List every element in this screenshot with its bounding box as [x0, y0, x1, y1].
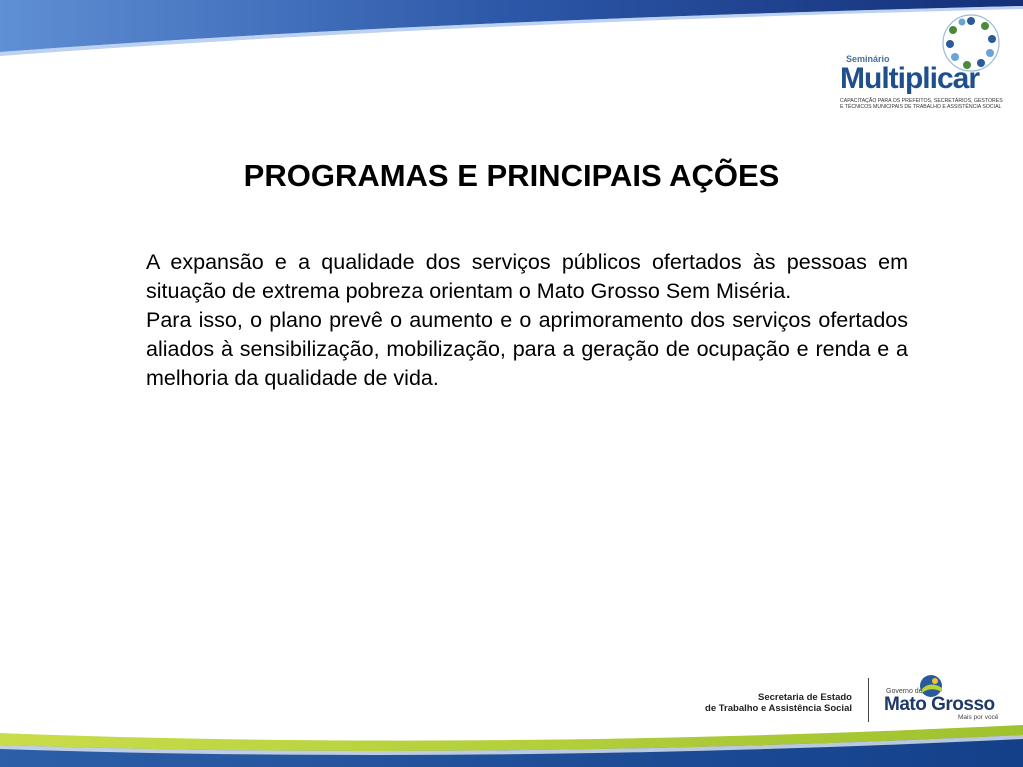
slide-title: PROGRAMAS E PRINCIPAIS AÇÕES	[243, 158, 780, 193]
secretaria-line1: Secretaria de Estado	[758, 692, 852, 703]
slide-body	[146, 248, 908, 393]
mato-grosso-name: Mato Grosso	[884, 694, 995, 715]
logo-brand-name: Multiplicar	[840, 62, 980, 95]
logo-tagline-line2: E TÉCNICOS MUNICIPAIS DE TRABALHO E ASSISTÊNCIA SOCIAL	[840, 104, 1002, 110]
paragraph-2: Para isso, o plano prevê o aumento e o aprimoramento dos serviços ofertados aliados à sensibilização, mobilização, para a geração de ocupação e renda e a melhoria da qualidade de vida.	[146, 308, 908, 390]
logo-tagline	[840, 98, 1015, 110]
secretaria-logo-text	[700, 692, 852, 714]
footer-separator	[868, 678, 869, 722]
logo-small-label: Seminário	[846, 54, 890, 64]
governo-label: Governo de	[886, 688, 923, 695]
logo-tagline-line1: CAPACITAÇÃO PARA OS PREFEITOS, SECRETÁRIOS, GESTORES	[840, 98, 1003, 104]
logo-seminario-multiplicar	[836, 12, 1016, 114]
footer-logos	[700, 674, 1010, 724]
paragraph-1: A expansão e a qualidade dos serviços públicos ofertados às pessoas em situação de extrema pobreza orientam o Mato Grosso Sem Miséria.	[146, 250, 908, 303]
bottom-decorative-band	[0, 719, 1023, 767]
mato-grosso-slogan: Mais por você	[958, 714, 999, 721]
secretaria-line2: de Trabalho e Assistência Social	[705, 703, 852, 714]
